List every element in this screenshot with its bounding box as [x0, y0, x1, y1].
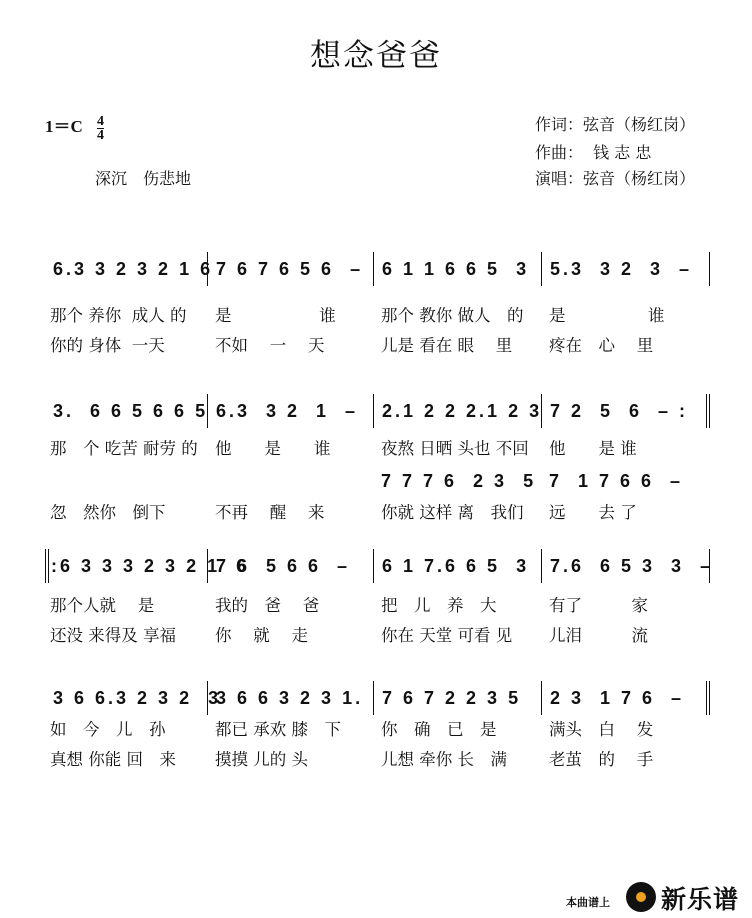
lyric: 儿泪 流	[549, 626, 648, 645]
lyric: 我的 爸 爸	[215, 596, 320, 615]
lyric: 那个 养你 成人 的	[50, 306, 187, 325]
alternate-notes-row	[45, 464, 710, 498]
lyric: 真想 你能 回 来	[50, 750, 176, 769]
notes-row	[45, 549, 714, 583]
measure: 7 7 7 6 2 3 5	[381, 471, 537, 491]
measure: 7 2 5 6 – :	[541, 394, 710, 428]
measure: 7 6 5 6 6 –	[207, 549, 373, 583]
lyric: 不如 一 天	[215, 336, 325, 355]
lyric: 疼在 心 里	[549, 336, 654, 355]
score-system-2	[45, 394, 710, 528]
lyric: 你在 天堂 可看 见	[381, 626, 513, 645]
measure: 6.3 3 2 1 –	[207, 394, 373, 428]
lyricist-credit: 作词：弦音（杨红岗）	[535, 115, 696, 134]
lyric: 有了 家	[549, 596, 648, 615]
measure	[45, 464, 207, 498]
lyric: 夜熬 日晒 头也 不回	[381, 439, 529, 458]
lyric: 老茧 的 手	[549, 750, 654, 769]
score-system-4	[45, 681, 710, 775]
lyric: 你就 这样 离 我们	[381, 503, 524, 522]
key-label: 1＝C	[45, 117, 83, 136]
lyric: 都已 承欢 膝 下	[215, 720, 341, 739]
lyric: 把 儿 养 大	[381, 596, 497, 615]
time-signature	[97, 115, 104, 142]
lyric: 你 就 走	[215, 626, 308, 645]
lyric: 那个 教你 做人 的	[381, 306, 524, 325]
lyric: 那个人就 是	[50, 596, 155, 615]
score-system-1	[45, 252, 710, 361]
lyric: 是 谁	[215, 306, 336, 325]
lyric: 儿想 牵你 长 满	[381, 750, 507, 769]
measure: :6 3 3 3 2 3 2 1 6	[45, 549, 207, 583]
lyric: 摸摸 儿的 头	[215, 750, 308, 769]
brand-logo[interactable]: 新乐谱	[661, 885, 740, 914]
measure: 7 6 7 2 2 3 5	[373, 681, 541, 715]
lyric: 远 去 了	[549, 503, 637, 522]
singer-credit: 演唱：弦音（杨红岗）	[535, 169, 696, 188]
lyric: 你 确 已 是	[381, 720, 497, 739]
measure: 2 3 1 7 6 –	[541, 681, 710, 715]
lyrics-verse-1	[45, 301, 710, 331]
measure: 6 1 7.6 6 5 3	[373, 549, 541, 583]
lyrics-verse-1	[45, 434, 710, 464]
lyric: 儿是 看在 眼 里	[381, 336, 513, 355]
lyric: 还没 来得及 享福	[50, 626, 176, 645]
measure: 7.6 6 5 3 3 –	[541, 549, 710, 583]
time-top: 4	[97, 113, 105, 129]
notes-row	[45, 252, 710, 286]
measure: 3. 6 6 5 6 6 5	[53, 401, 209, 421]
lyrics-verse-1	[45, 715, 710, 745]
measure: 6 1 1 6 6 5 3	[373, 252, 541, 286]
lyric: 他 是 谁	[549, 439, 637, 458]
measure: 7 6 7 6 5 6 –	[207, 252, 373, 286]
lyrics-verse-2	[45, 621, 710, 651]
lyric: 忽 然你 倒下	[50, 503, 166, 522]
song-title: 想念爸爸	[310, 38, 442, 74]
vinyl-record-icon	[626, 882, 656, 912]
lyric: 不再 醒 来	[215, 503, 325, 522]
notes-row	[45, 394, 710, 428]
time-bottom: 4	[97, 127, 105, 143]
notes-row	[45, 681, 710, 715]
measure: 5.3 3 2 3 –	[541, 252, 710, 286]
composer-credit: 作曲： 钱 志 忠	[535, 143, 652, 162]
lyrics-verse-2	[45, 331, 710, 361]
lyric: 满头 白 发	[549, 720, 654, 739]
mood-marking: 深沉 伤悲地	[95, 169, 192, 188]
footer-prefix: 本曲谱上	[566, 896, 610, 909]
measure: 6.3 3 2 3 2 1 6	[53, 259, 214, 279]
measure: 2.1 2 2 2.1 2 3	[373, 394, 541, 428]
lyric: 是 谁	[549, 306, 665, 325]
measure	[207, 464, 373, 498]
lyrics-verse-2	[45, 745, 710, 775]
lyric: 那 个 吃苦 耐劳 的	[50, 439, 198, 458]
lyrics-verse-2	[45, 498, 710, 528]
lyrics-verse-1	[45, 591, 710, 621]
measure: 3 6 6.3 2 3 2 3	[53, 688, 222, 708]
lyric: 他 是 谁	[215, 439, 331, 458]
lyric: 如 今 儿 孙	[50, 720, 166, 739]
key-signature	[45, 112, 104, 142]
lyric: 你的 身体 一天	[50, 336, 165, 355]
measure: 3 6 6 3 2 3 1.	[207, 681, 373, 715]
score-system-3	[45, 549, 714, 651]
measure: 7 1 7 6 6 –	[549, 471, 684, 491]
